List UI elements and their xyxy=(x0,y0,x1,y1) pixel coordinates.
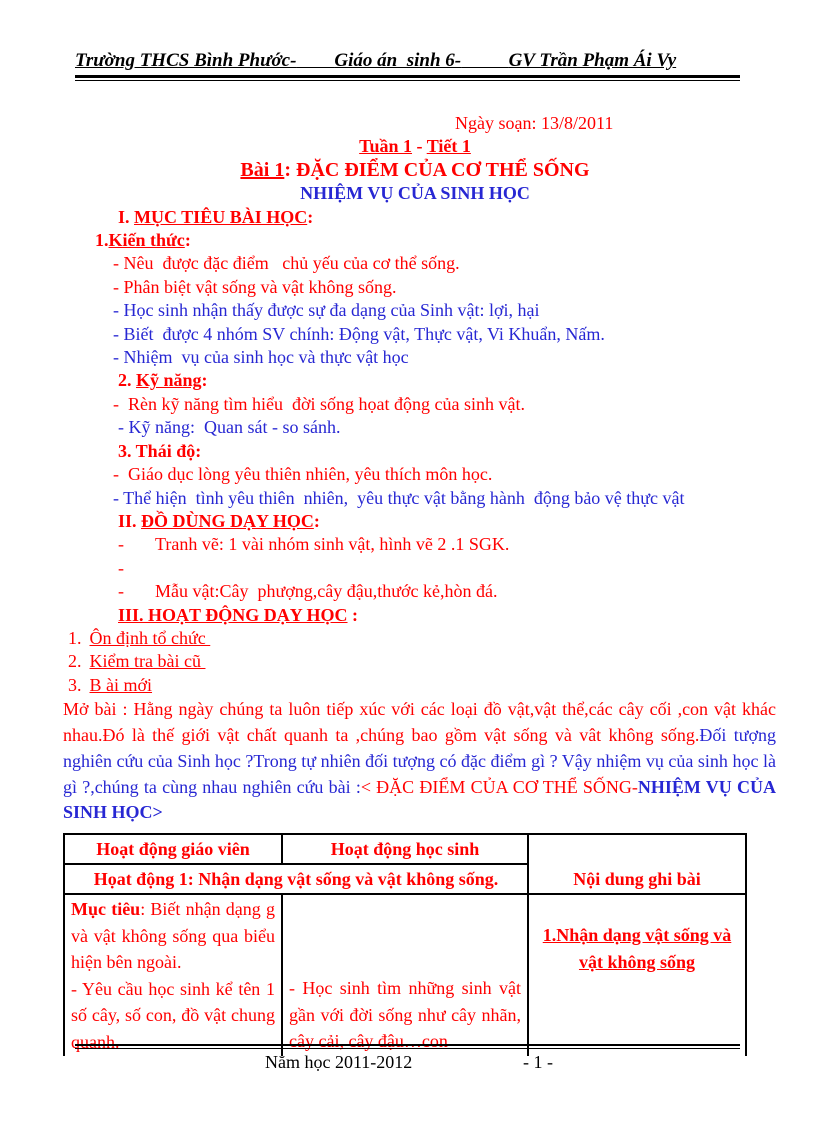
dash-bullet: - xyxy=(118,581,124,602)
step-number: 3. xyxy=(68,674,82,695)
ky-nang-number: 2. xyxy=(118,370,136,391)
date-line: Ngày soạn: 13/8/2011 xyxy=(455,113,614,133)
dash-bullet: - xyxy=(118,557,124,578)
subsection-thai-do: 3. Thái độ: xyxy=(118,440,202,461)
col-header-notes: Nội dung ghi bài xyxy=(528,834,746,894)
section-ii-title: ĐỒ DÙNG DẠY HỌC xyxy=(141,510,314,531)
objective-item: - Biết được 4 nhóm SV chính: Động vật, Thực vật, Vi Khuẩn, Nấm. xyxy=(113,323,605,344)
ky-nang-colon: : xyxy=(201,370,208,391)
kien-thuc-colon: : xyxy=(184,230,191,251)
objective-item: - Phân biệt vật sống và vật không sống. xyxy=(113,276,397,297)
step-text: Kiểm tra bài cũ xyxy=(89,651,206,672)
document-body xyxy=(0,112,816,1056)
intro-part-blue: Đối tượng nghiên cứu của Sinh học ?Trong tự nhiên đối tượng có đặc điểm gì ? Vậy nhiệm vụ của sinh học là gì ?,chúng ta cùng nhau nghiên cứu bài : xyxy=(63,724,776,797)
ky-nang-title: Kỹ năng xyxy=(136,370,202,391)
section-ii-number: II. xyxy=(118,510,142,531)
lesson-name: ĐẶC ĐIỂM CỦA CƠ THỂ SỐNG xyxy=(296,158,590,181)
lesson-step xyxy=(0,674,816,697)
section-i-colon: : xyxy=(307,206,314,227)
intro-paragraph xyxy=(63,697,776,826)
intro-lesson-ref-red: < ĐẶC ĐIỂM CỦA CƠ THỂ SỐNG- xyxy=(360,776,638,797)
lesson-number: Bài 1 xyxy=(240,158,285,181)
school-year: Năm học 2011-2012 xyxy=(265,1052,413,1072)
muc-tieu-text: : Biết nhận dạng g và vật không sống qua biểu hiện bên ngoài. xyxy=(71,899,276,973)
material-item xyxy=(0,533,816,556)
intro-lesson-ref-blue: NHIỆM VỤ CỦA SINH HỌC> xyxy=(63,776,776,823)
week-label: Tuần 1 xyxy=(359,136,413,157)
activity-table xyxy=(63,833,747,1056)
objective-item: - Học sinh nhận thấy được sự đa dạng của Sinh vật: lợi, hại xyxy=(113,300,540,321)
page-header xyxy=(75,50,740,72)
col-header-student: Hoạt động học sinh xyxy=(282,834,528,864)
material-item xyxy=(0,557,816,580)
section-iii-title: III. HOẠT ĐỘNG DẠY HỌC xyxy=(118,604,348,625)
subsection-ky-nang xyxy=(0,369,816,392)
section-ii-heading xyxy=(0,510,816,533)
step-number: 2. xyxy=(68,651,82,672)
week-period-separator: - xyxy=(412,136,427,157)
skill-item: - Rèn kỹ năng tìm hiểu đời sống họat động của sinh vật. xyxy=(113,393,525,414)
objective-item: - Nêu được đặc điểm chủ yếu của cơ thể sống. xyxy=(113,253,460,274)
step-number: 1. xyxy=(68,627,82,648)
header-school: Trường THCS Bình Phước- xyxy=(75,50,297,71)
kien-thuc-title: Kiến thức xyxy=(108,230,185,251)
section-iii-colon: : xyxy=(347,604,359,625)
col-header-teacher: Hoạt động giáo viên xyxy=(64,834,282,864)
dash-bullet: - xyxy=(118,534,124,555)
intro-part-red: Mở bài : Hằng ngày chúng ta luôn tiếp xúc với các loại đồ vật,vật thể,các cây cối ,con vật khác nhau.Đó là thế giới vật chất quanh ta ,chúng bao gồm vật sống và vât không sống. xyxy=(63,699,776,745)
section-i-title: MỤC TIÊU BÀI HỌC xyxy=(134,206,308,227)
period-label: Tiết 1 xyxy=(426,136,471,157)
lesson-title-separator: : xyxy=(284,158,296,181)
muc-tieu-label: Mục tiêu xyxy=(71,899,141,920)
teacher-task: - Yêu cầu học sinh kể tên 1 số cây, số con, đồ vật chung quanh. xyxy=(71,978,275,1052)
step-text: Ôn định tổ chức xyxy=(89,627,211,648)
student-activity-cell xyxy=(282,894,528,1056)
student-response: - Học sinh tìm những sinh vật gần với đời sống như cây nhãn, cây cải, cây đậu…con xyxy=(289,978,521,1052)
notes-cell xyxy=(528,894,746,1056)
lesson-step xyxy=(0,627,816,650)
attitude-item: - Thể hiện tình yêu thiên nhiên, yêu thực vật bằng hành động bảo vệ thực vật xyxy=(113,487,685,508)
section-i-heading xyxy=(0,206,816,229)
subsection-kien-thuc xyxy=(0,229,816,252)
notes-heading: 1.Nhận dạng vật sống và vật không sống xyxy=(542,925,732,972)
activity-1-title: Họat động 1: Nhận dạng vật sống và vật không sống. xyxy=(64,864,528,894)
kien-thuc-number: 1. xyxy=(95,230,109,251)
objective-item: - Nhiệm vụ của sinh học và thực vật học xyxy=(113,347,409,368)
activity-content-row xyxy=(64,894,746,1056)
teacher-activity-cell xyxy=(64,894,282,1056)
header-subject: Giáo án sinh 6- xyxy=(334,50,462,71)
attitude-item: - Giáo dục lòng yêu thiên nhiên, yêu thích môn học. xyxy=(113,464,493,485)
table-header-row xyxy=(64,834,746,864)
page-number: - 1 - xyxy=(523,1052,553,1072)
material-item xyxy=(0,580,816,603)
material-text: Mẫu vật:Cây phượng,cây đậu,thước kẻ,hòn đá. xyxy=(155,581,498,602)
footer-rule xyxy=(75,1044,740,1049)
step-text: B ài mới xyxy=(89,674,153,695)
skill-item: - Kỹ năng: Quan sát - so sánh. xyxy=(118,417,341,438)
header-rule xyxy=(75,75,740,81)
lesson-step xyxy=(0,650,816,673)
lesson-subtitle: NHIỆM VỤ CỦA SINH HỌC xyxy=(300,183,530,204)
material-text: Tranh vẽ: 1 vài nhóm sinh vật, hình vẽ 2 .1 SGK. xyxy=(155,534,510,555)
section-i-number: I. xyxy=(118,206,135,227)
section-iii-heading xyxy=(0,604,816,627)
section-ii-colon: : xyxy=(313,510,320,531)
header-teacher: GV Trần Phạm Ái Vy xyxy=(508,50,677,71)
lesson-title xyxy=(0,159,816,182)
title-week-period xyxy=(0,135,816,158)
